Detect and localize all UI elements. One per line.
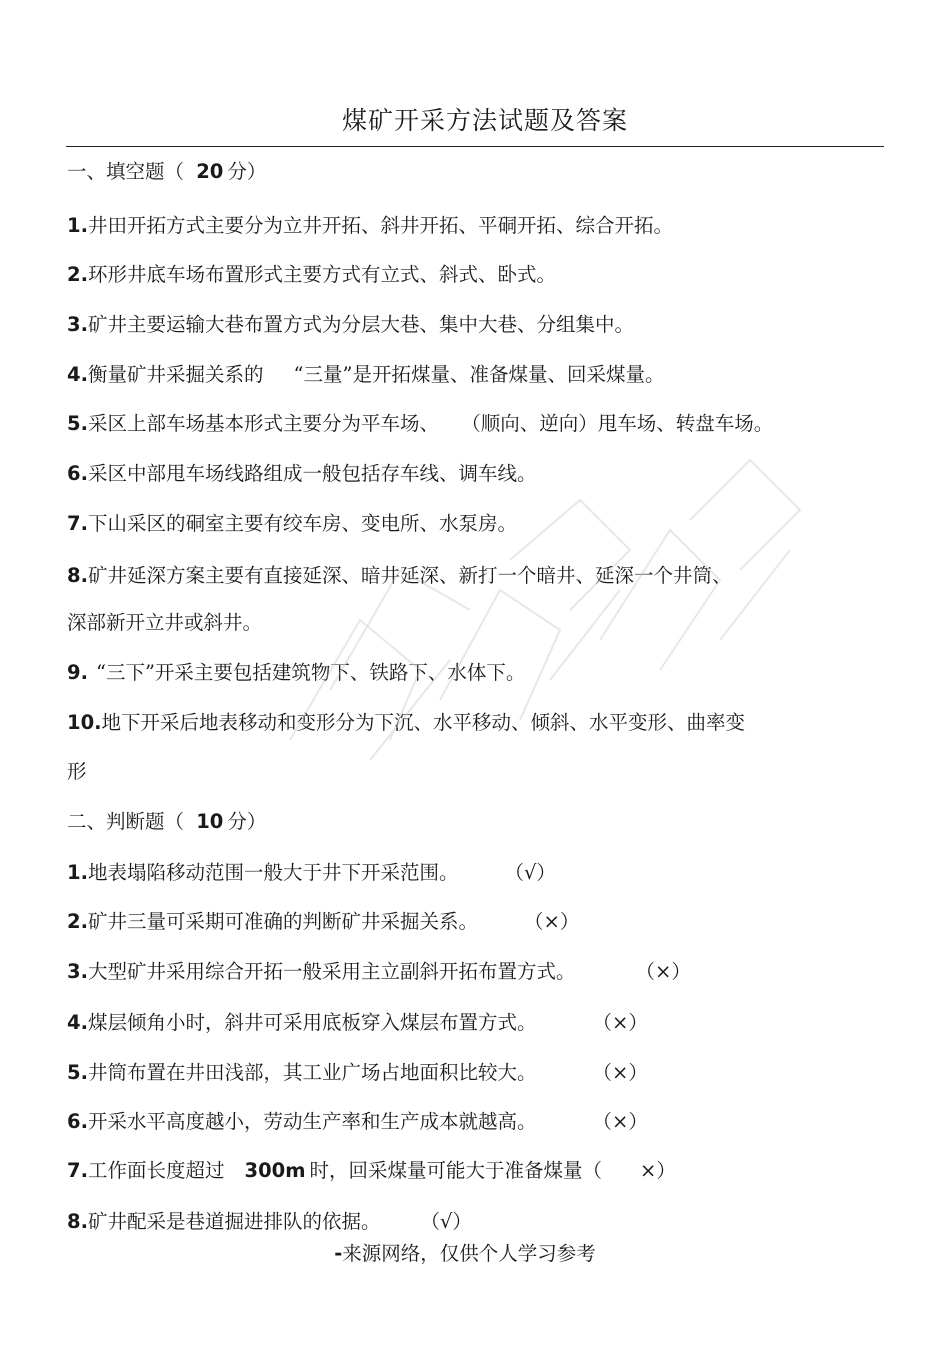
- watermark-graphic: [270, 440, 830, 770]
- list-item: [67, 212, 673, 240]
- list-item: [67, 361, 664, 389]
- section-label: 二、判断题（: [67, 810, 185, 833]
- item-text: 环形井底车场布置形式主要方式有立式、斜式、卧式。: [87, 263, 556, 286]
- section-unit: 分）: [227, 160, 267, 183]
- item-text: 矿井配采是巷道掘进排队的依据。: [87, 1210, 381, 1233]
- footer-dash: -: [334, 1242, 343, 1265]
- item-text: （顺向、逆向）甩车场、转盘车场。: [471, 412, 774, 435]
- item-text: 矿井延深方案主要有直接延深、暗井延深、新打一个暗井、延深一个井筒、: [87, 564, 732, 587]
- list-item: [67, 1108, 648, 1136]
- item-number: 4.: [67, 363, 88, 386]
- item-number: 3.: [67, 960, 88, 983]
- item-answer: （√）: [420, 1210, 472, 1233]
- item-number: 4.: [67, 1011, 88, 1034]
- list-item: [67, 311, 634, 339]
- list-item: [67, 410, 773, 438]
- section-unit: 分）: [227, 810, 267, 833]
- section-score: 20: [196, 160, 224, 183]
- item-number: 1.: [67, 214, 88, 237]
- list-item-continuation: 形: [67, 760, 87, 783]
- item-value: 300m: [244, 1159, 306, 1182]
- item-number: 1.: [67, 861, 88, 884]
- item-text: “三下”开采主要包括建筑物下、铁路下、水体下。: [95, 661, 526, 684]
- item-answer: （√）: [504, 861, 556, 884]
- source-footer: [0, 1240, 940, 1268]
- item-text: 时，回采煤量可能大于准备煤量（: [309, 1159, 603, 1182]
- item-number: 7.: [67, 1159, 88, 1182]
- item-text: 大型矿井采用综合开拓一般采用主立副斜开拓布置方式。: [87, 960, 576, 983]
- item-text: 采区上部车场基本形式主要分为平车场、: [87, 412, 439, 435]
- item-number: 2.: [67, 263, 88, 286]
- list-item: [67, 958, 691, 986]
- section-label: 一、填空题（: [67, 160, 185, 183]
- item-text: 矿井三量可采期可准确的判断矿井采掘关系。: [87, 910, 478, 933]
- item-number: 5.: [67, 412, 88, 435]
- list-item-continuation: 深部新开立井或斜井。: [67, 611, 263, 634]
- item-number: 3.: [67, 313, 88, 336]
- item-text: 地下开采后地表移动和变形分为下沉、水平移动、倾斜、水平变形、曲率变: [101, 711, 746, 734]
- item-answer: （×）: [592, 1110, 648, 1133]
- item-number: 6.: [67, 462, 88, 485]
- list-item: [67, 261, 556, 289]
- item-answer: （×）: [524, 910, 580, 933]
- item-number: 7.: [67, 512, 88, 535]
- list-item: [67, 1208, 472, 1236]
- document-title: 煤矿开采方法试题及答案: [341, 106, 628, 135]
- item-number: 9.: [67, 661, 88, 684]
- title-divider: [66, 146, 884, 147]
- section-score: 10: [196, 810, 224, 833]
- item-text: 井筒布置在井田浅部，其工业广场占地面积比较大。: [87, 1061, 537, 1084]
- item-text: 地表塌陷移动范围一般大于井下开采范围。: [87, 861, 459, 884]
- item-text: 井田开拓方式主要分为立井开拓、斜井开拓、平硐开拓、综合开拓。: [87, 214, 673, 237]
- list-item: [67, 859, 556, 887]
- item-number: 5.: [67, 1061, 88, 1084]
- item-number: 10.: [67, 711, 102, 734]
- section-heading-true-false: [67, 808, 266, 836]
- item-text: 工作面长度超过: [87, 1159, 225, 1182]
- item-answer: （×）: [635, 960, 691, 983]
- item-text: 下山采区的硐室主要有绞车房、变电所、水泵房。: [87, 512, 517, 535]
- item-answer: （×）: [592, 1061, 648, 1084]
- item-number: 2.: [67, 910, 88, 933]
- item-number: 8.: [67, 1210, 88, 1233]
- item-text: 衡量矿井采掘关系的: [87, 363, 264, 386]
- item-number: 8.: [67, 564, 88, 587]
- item-text: 开采水平高度越小，劳动生产率和生产成本就越高。: [87, 1110, 537, 1133]
- section-heading-fill-blank: [67, 158, 266, 186]
- list-item: [67, 1059, 648, 1087]
- item-answer: ×）: [640, 1159, 676, 1182]
- item-text: “三量”是开拓煤量、准备煤量、回采煤量。: [293, 363, 665, 386]
- item-answer: （×）: [592, 1011, 648, 1034]
- footer-text: 来源网络，仅供个人学习参考: [342, 1242, 596, 1265]
- item-text: 矿井主要运输大巷布置方式为分层大巷、集中大巷、分组集中。: [87, 313, 634, 336]
- item-text: 采区中部甩车场线路组成一般包括存车线、调车线。: [87, 462, 537, 485]
- item-text: 煤层倾角小时，斜井可采用底板穿入煤层布置方式。: [87, 1011, 537, 1034]
- item-number: 6.: [67, 1110, 88, 1133]
- list-item: [67, 908, 579, 936]
- list-item: [67, 1157, 676, 1185]
- list-item: [67, 1009, 648, 1037]
